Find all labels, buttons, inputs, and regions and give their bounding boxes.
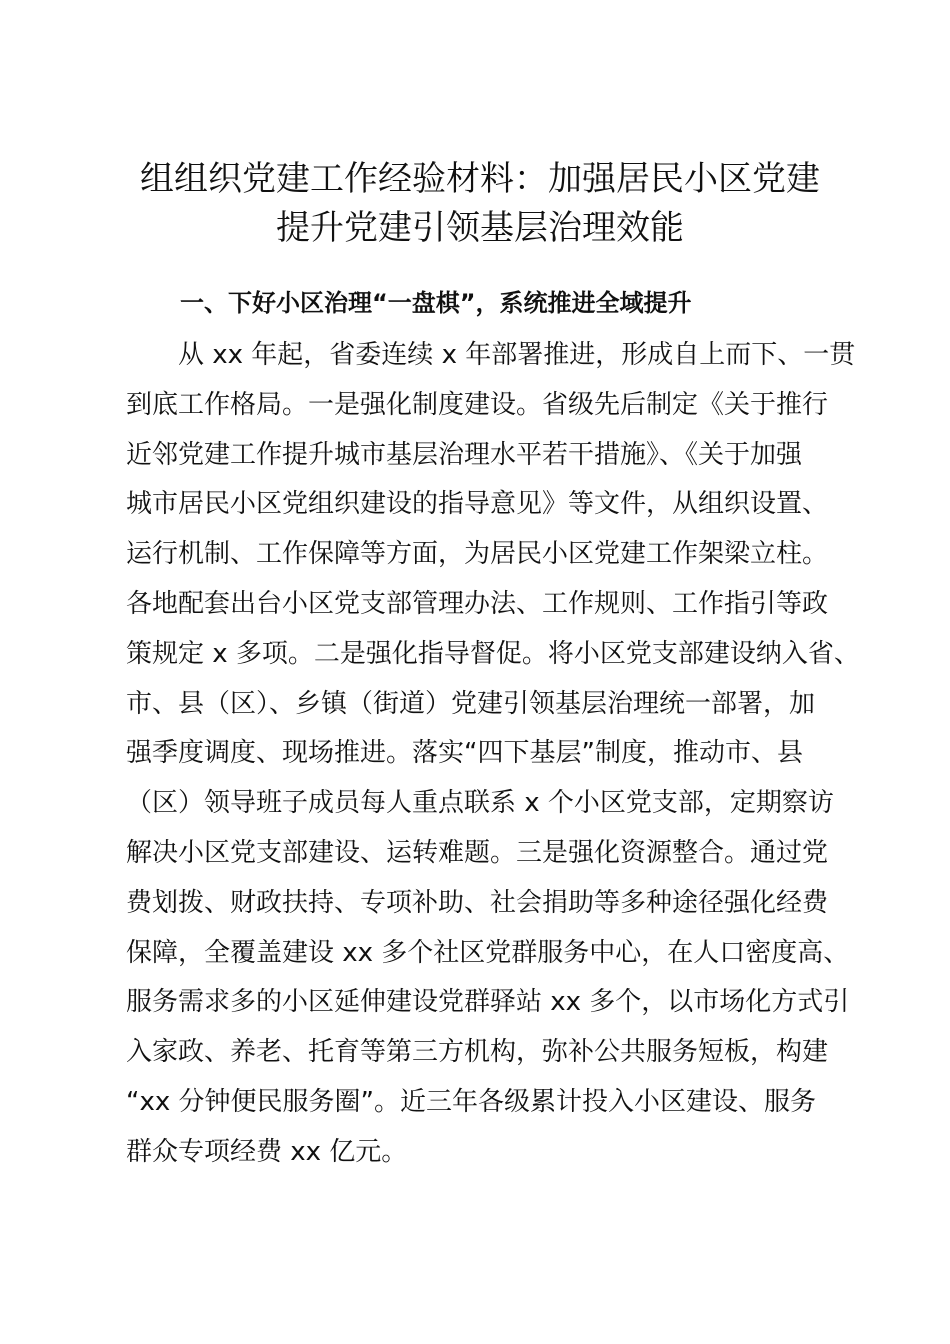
paragraph-line: 城市居民小区党组织建设的指导意见》等文件，从组织设置、 — [126, 489, 829, 520]
paragraph-line: 从 xx 年起，省委连续 x 年部署推进，形成自上而下、一贯 — [126, 340, 856, 370]
paragraph-line: “xx 分钟便民服务圈”。近三年各级累计投入小区建设、服务 — [126, 1086, 816, 1117]
paragraph-line: 费划拨、财政扶持、专项补助、社会捐助等多种途径强化经费 — [126, 887, 829, 918]
paragraph-line: 入家政、养老、托育等第三方机构，弥补公共服务短板，构建 — [126, 1037, 829, 1068]
document-title-line-2: 提升党建引领基层治理效能 — [276, 208, 684, 248]
paragraph-line: 到底工作格局。一是强化制度建设。省级先后制定《关于推行 — [126, 389, 829, 420]
paragraph-line: 保障，全覆盖建设 xx 多个社区党群服务中心，在人口密度高、 — [126, 937, 850, 968]
paragraph-line: 群众专项经费 xx 亿元。 — [126, 1136, 408, 1167]
paragraph-line: 解决小区党支部建设、运转难题。三是强化资源整合。通过党 — [126, 837, 829, 868]
paragraph-line: （区）领导班子成员每人重点联系 x 个小区党支部，定期察访 — [126, 788, 834, 819]
body-paragraph — [126, 331, 860, 1178]
paragraph-line: 运行机制、工作保障等方面，为居民小区党建工作架梁立柱。 — [126, 539, 829, 570]
paragraph-line: 各地配套出台小区党支部管理办法、工作规则、工作指引等政 — [126, 588, 829, 619]
document-title-line-1: 组组织党建工作经验材料：加强居民小区党建 — [140, 159, 820, 199]
section-heading: 一、下好小区治理“一盘棋”，系统推进全域提升 — [180, 289, 692, 317]
paragraph-line: 近邻党建工作提升城市基层治理水平若干措施》、《关于加强 — [126, 439, 803, 470]
paragraph-line: 市、县（区）、乡镇（街道）党建引领基层治理统一部署，加 — [126, 688, 816, 719]
paragraph-line: 强季度调度、现场推进。落实“四下基层”制度，推动市、县 — [126, 738, 803, 769]
paragraph-line: 服务需求多的小区延伸建设党群驿站 xx 多个，以市场化方式引 — [126, 987, 850, 1018]
paragraph-line: 策规定 x 多项。二是强化指导督促。将小区党支部建设纳入省、 — [126, 638, 860, 669]
